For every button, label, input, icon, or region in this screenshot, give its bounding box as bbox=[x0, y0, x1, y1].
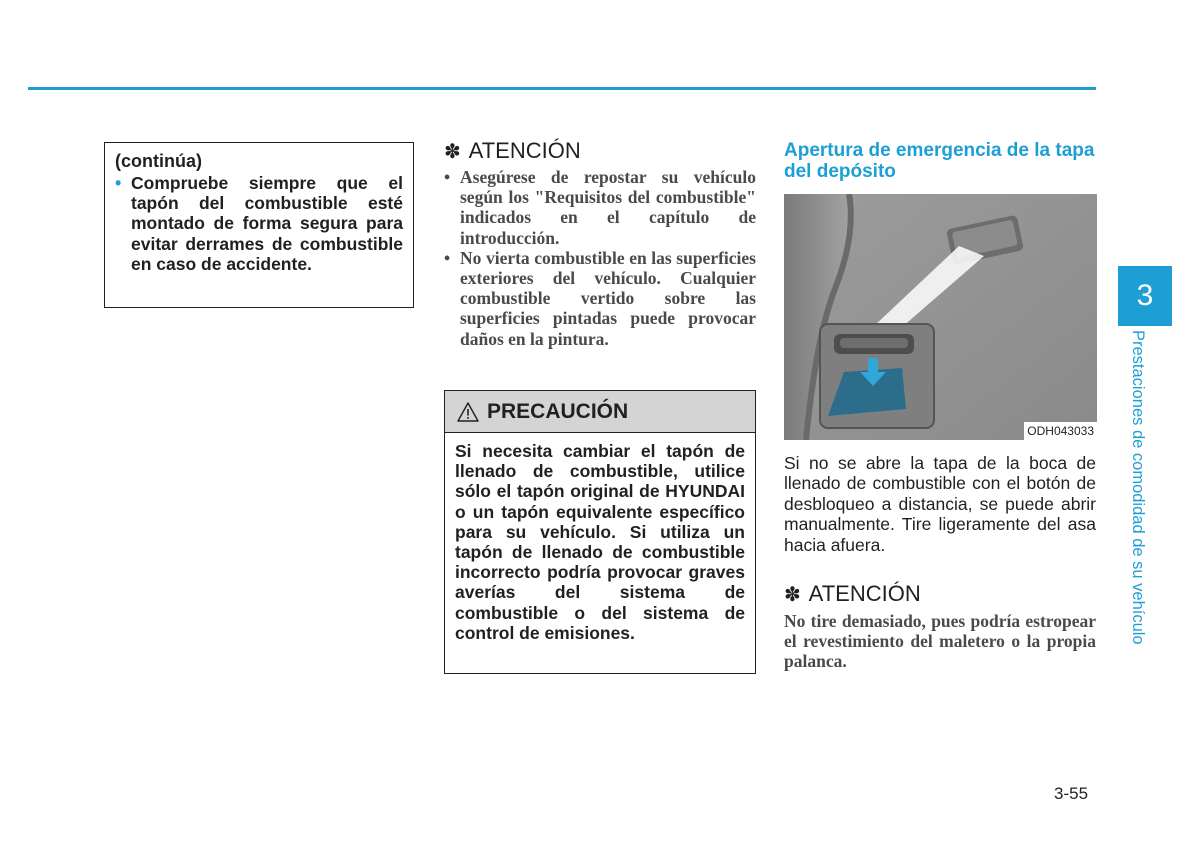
precaution-body: Si necesita cambiar el tapón de llenado de combustible, utilice sólo el tapón original de HYUNDAI o un tapón equivalente específico para su vehículo. Si utiliza un tapón de llenado de combustible incorrecto podría provocar graves averías del sistema de combustible o del sistema de control de emisiones. bbox=[455, 441, 745, 643]
fuel-door-release-photo bbox=[784, 194, 1097, 440]
page-number: 3-55 bbox=[1054, 784, 1089, 803]
attention-heading bbox=[444, 138, 581, 165]
section-heading: Apertura de emergencia de la tapa del depósito bbox=[784, 140, 1095, 182]
bullet: • bbox=[115, 173, 122, 193]
continued-item-text: Compruebe siempre que el tapón del combustible esté montado de forma segura para evitar derrames de combustible en caso de accidente. bbox=[131, 173, 403, 274]
attention-item-text: No vierta combustible en las superficies exteriores del vehículo. Cualquier combustible vertido sobre las superficies pintadas puede provocar daños en la pintura. bbox=[460, 247, 756, 349]
attention-heading-2 bbox=[784, 581, 921, 608]
attention-title-2: ATENCIÓN bbox=[808, 581, 921, 606]
precaution-header bbox=[445, 391, 755, 433]
asterisk-icon: ✽ bbox=[784, 584, 801, 606]
chapter-title: Prestaciones de comodidad de su vehículo bbox=[1129, 330, 1147, 645]
precaution-title: PRECAUCIÓN bbox=[487, 399, 629, 423]
attention-list bbox=[444, 167, 756, 349]
bullet: • bbox=[444, 167, 451, 187]
continued-title: (continúa) bbox=[115, 151, 202, 171]
attention-item-text: Asegúrese de repostar su vehículo según los "Requisitos del combustible" indicados en el capítulo de introducción. bbox=[460, 167, 756, 248]
attention-title: ATENCIÓN bbox=[468, 138, 581, 163]
warning-icon bbox=[457, 402, 479, 422]
top-rule bbox=[28, 87, 1096, 90]
image-code: ODH043033 bbox=[1024, 422, 1097, 440]
continued-box bbox=[104, 142, 414, 308]
chapter-title-vertical bbox=[1128, 330, 1148, 664]
list-item bbox=[444, 167, 756, 248]
chapter-tab: 3 bbox=[1118, 266, 1172, 326]
list-item bbox=[115, 173, 403, 274]
section-body: Si no se abre la tapa de la boca de llenado de combustible con el botón de desbloqueo a distancia, se puede abrir manualmente. Tire ligeramente del asa hacia afuera. bbox=[784, 453, 1096, 555]
asterisk-icon: ✽ bbox=[444, 141, 461, 163]
attention-body-2: No tire demasiado, pues podría estropear el revestimiento del maletero o la propia palanca. bbox=[784, 611, 1096, 672]
fuel-door-release-illustration bbox=[784, 194, 1097, 440]
precaution-box bbox=[444, 390, 756, 674]
list-item bbox=[444, 248, 756, 349]
bullet: • bbox=[444, 247, 451, 268]
